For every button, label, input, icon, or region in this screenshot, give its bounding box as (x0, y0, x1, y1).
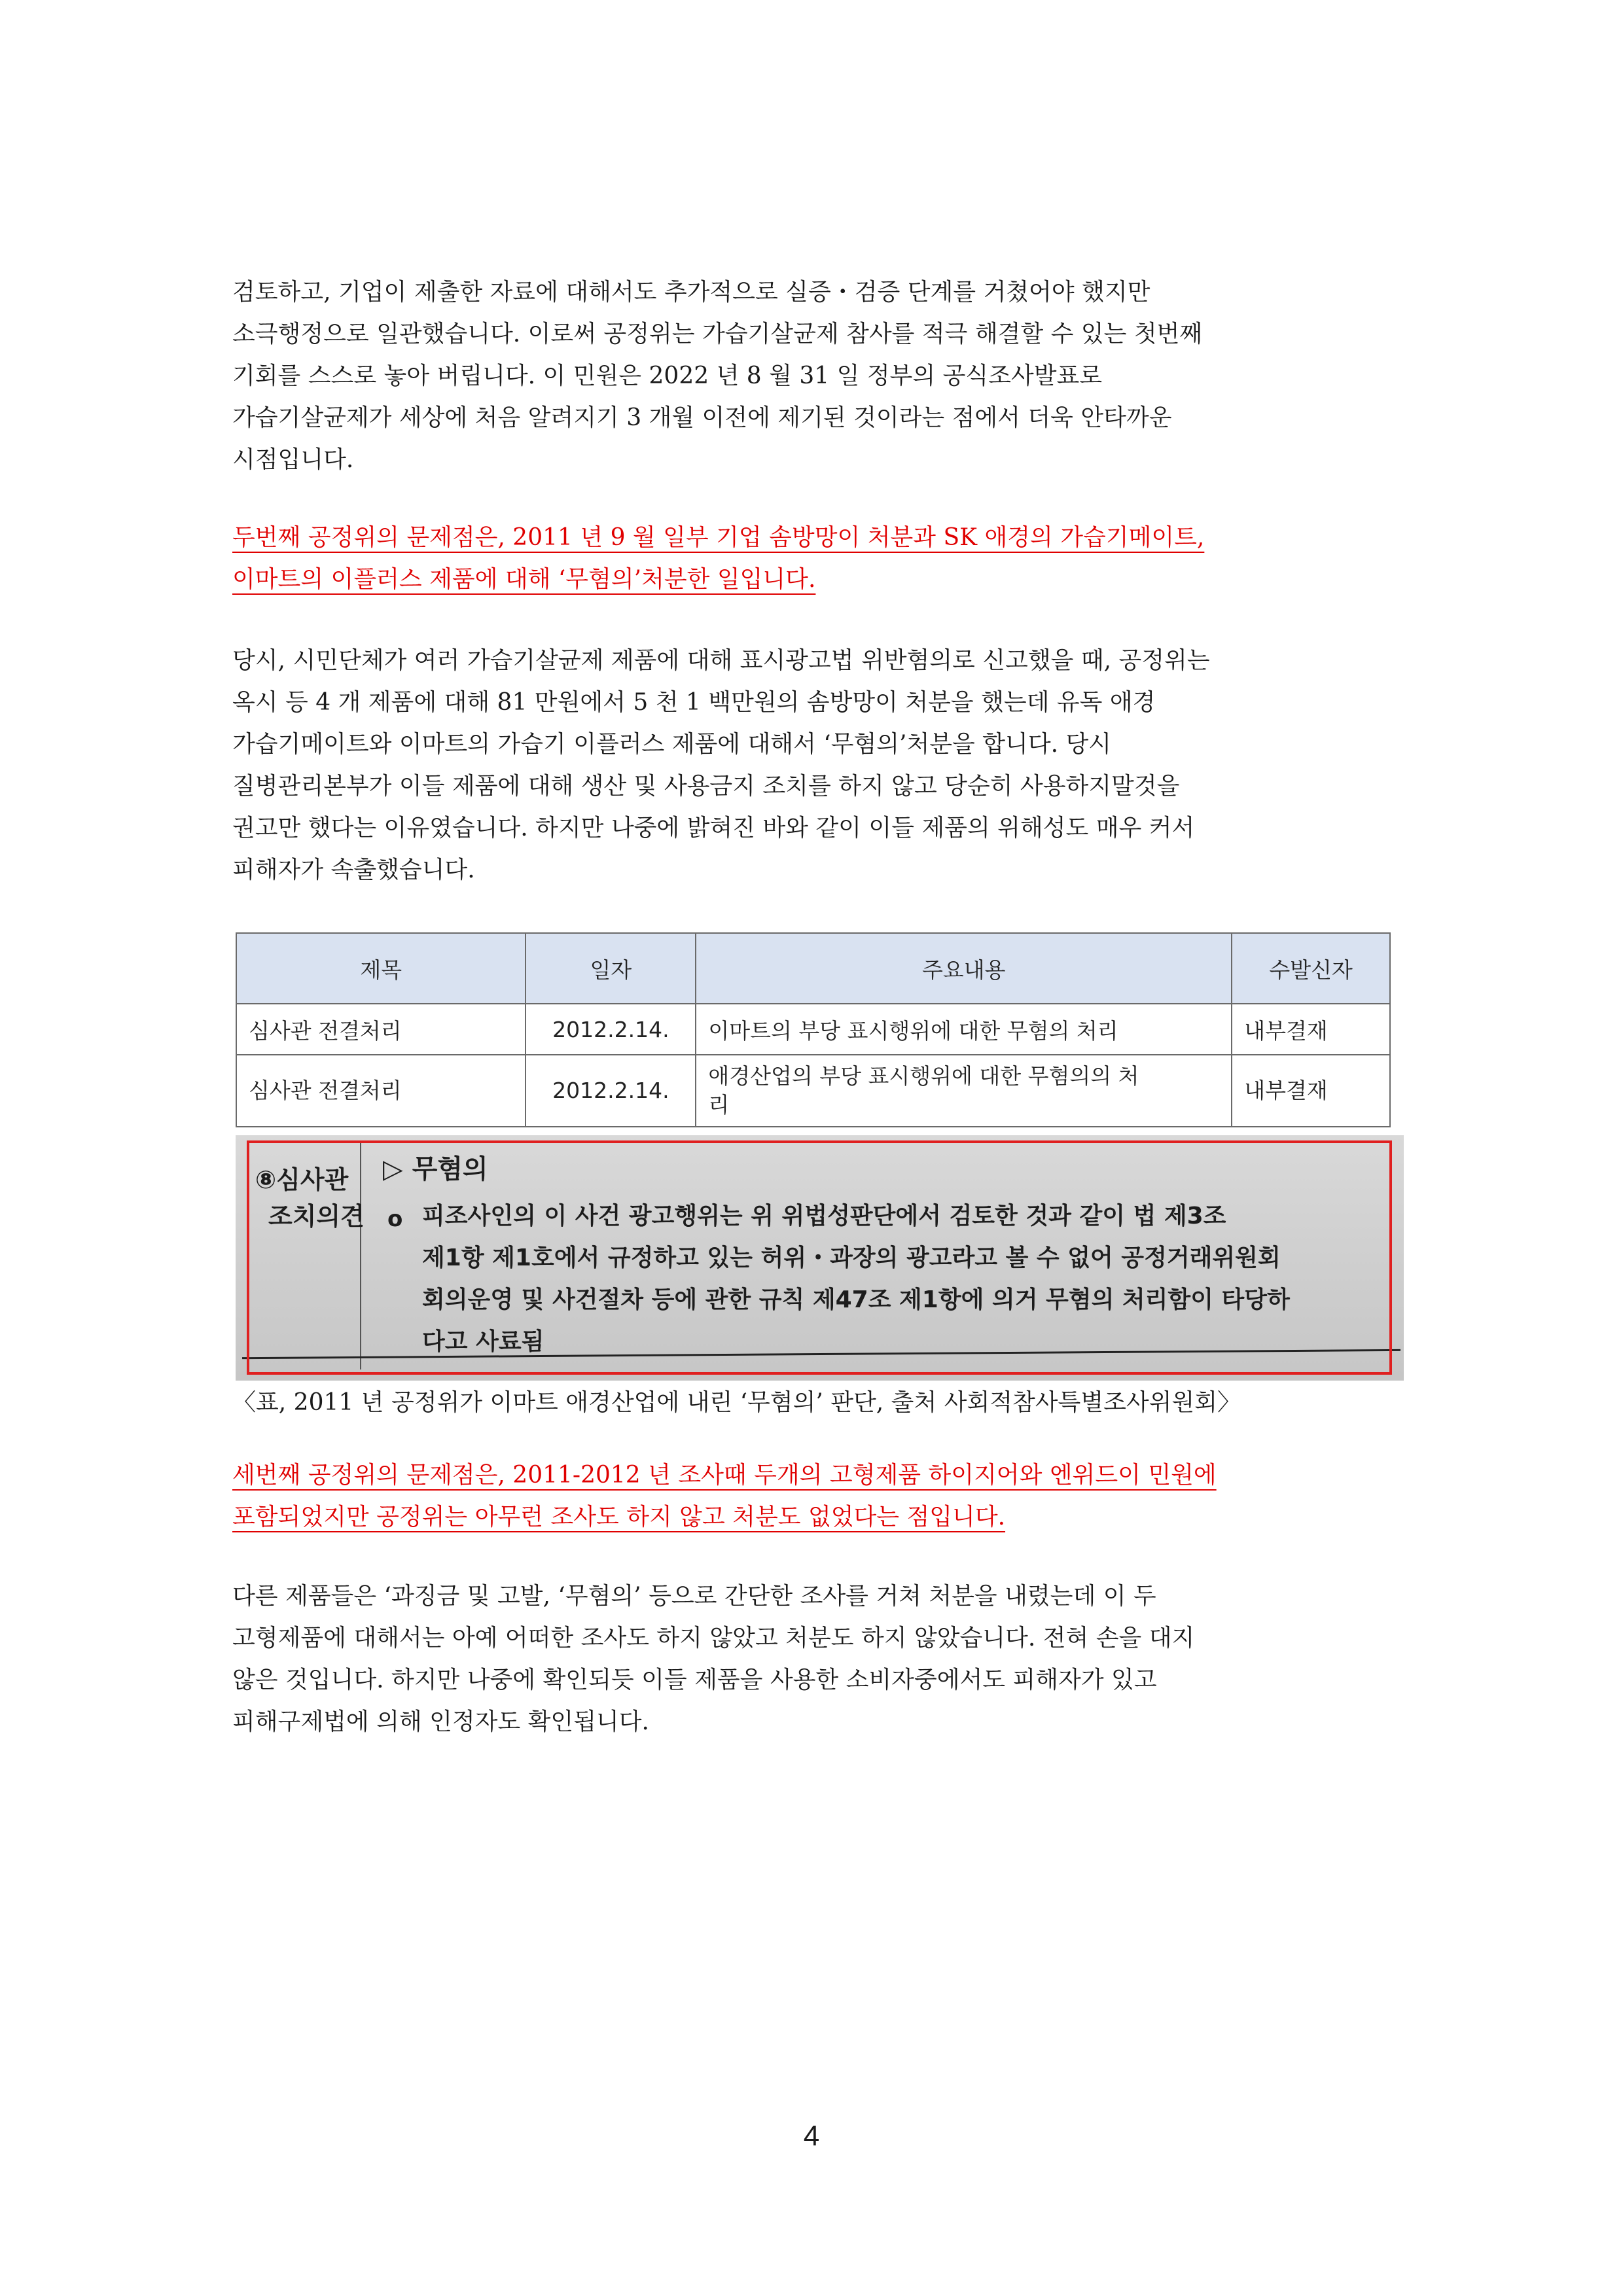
text-line: 소극행정으로 일관했습니다. 이로써 공정위는 가습기살균제 참사를 적극 해결할 수 있는 첫번째 (232, 321, 1203, 347)
paragraph-3 (232, 1576, 1404, 1743)
text-line: 피해구제법에 의해 인정자도 확인됩니다. (232, 1708, 649, 1735)
highlight-box (247, 1140, 1392, 1375)
text-line: 고형제품에 대해서는 아예 어떠한 조사도 하지 않았고 처분도 하지 않았습니다. 전혀 손을 대지 (232, 1625, 1195, 1651)
paragraph-2 (232, 640, 1404, 891)
document-record-table (236, 932, 1391, 1127)
scan-line: 제1항 제1호에서 규정하고 있는 허위・과장의 광고라고 볼 수 없어 공정거래위원회 (422, 1245, 1281, 1271)
column-header: 수발신자 (1232, 933, 1390, 1004)
page-number: 4 (803, 2120, 820, 2152)
table-cell: 2012.2.14. (526, 1055, 696, 1127)
table-cell: 심사관 전결처리 (236, 1055, 526, 1127)
text-line: 다른 제품들은 ‘과징금 및 고발, ‘무혐의’ 등으로 간단한 조사를 거쳐 처분을 내렸는데 이 두 (232, 1583, 1156, 1610)
table-row (236, 1004, 1390, 1055)
text-line: 두번째 공정위의 문제점은, 2011 년 9 월 일부 기업 솜방망이 처분과 SK 애경의 가습기메이트, (232, 524, 1205, 551)
column-header: 일자 (526, 933, 696, 1004)
scan-line: 다고 사료됨 (422, 1328, 544, 1355)
text-line: 이마트의 이플러스 제품에 대해 ‘무혐의’처분한 일입니다. (232, 566, 816, 593)
text-line: 기회를 스스로 놓아 버립니다. 이 민원은 2022 년 8 월 31 일 정부의 공식조사발표로 (232, 362, 1103, 389)
text-line: 세번째 공정위의 문제점은, 2011-2012 년 조사때 두개의 고형제품 하이지어와 엔위드이 민원에 (232, 1462, 1217, 1489)
text-line: 권고만 했다는 이유였습니다. 하지만 나중에 밝혀진 바와 같이 이들 제품의 위해성도 매우 커서 (232, 815, 1195, 841)
text-line: 포함되었지만 공정위는 아무런 조사도 하지 않고 처분도 없었다는 점입니다. (232, 1504, 1006, 1530)
text-line: 가습기살균제가 세상에 처음 알려지기 3 개월 이전에 제기된 것이라는 점에서 더욱 안타까운 (232, 404, 1172, 431)
table-row (236, 1055, 1390, 1127)
text-line: 당시, 시민단체가 여러 가습기살균제 제품에 대해 표시광고법 위반혐의로 신고했을 때, 공정위는 (232, 647, 1210, 674)
paragraph-1 (232, 272, 1404, 481)
side-label-line: 조치의견 (268, 1202, 365, 1231)
text-line: 검토하고, 기업이 제출한 자료에 대해서도 추가적으로 실증・검증 단계를 거쳤어야 했지만 (232, 279, 1150, 306)
table-header-row (236, 933, 1390, 1004)
table-cell (696, 1055, 1232, 1127)
table-cell: 내부결재 (1232, 1055, 1390, 1127)
text-line: 않은 것입니다. 하지만 나중에 확인되듯 이들 제품을 사용한 소비자중에서도 피해자가 있고 (232, 1667, 1157, 1693)
text-line: 시점입니다. (232, 446, 354, 473)
column-header: 주요내용 (696, 933, 1232, 1004)
emphasis-heading-2 (232, 517, 1404, 601)
text-line: 가습기메이트와 이마트의 가습기 이플러스 제품에 대해서 ‘무혐의’처분을 합니다. 당시 (232, 731, 1112, 758)
table-cell: 이마트의 부당 표시행위에 대한 무혐의 처리 (696, 1004, 1232, 1055)
figure-caption: 〈표, 2011 년 공정위가 이마트 애경산업에 내린 ‘무혐의’ 판단, 출처 사회적참사특별조사위원회〉 (232, 1389, 1241, 1416)
text-line: 옥시 등 4 개 제품에 대해 81 만원에서 5 천 1 백만원의 솜방망이 처분을 했는데 유독 애경 (232, 689, 1156, 716)
column-header: 제목 (236, 933, 526, 1004)
table-cell: 내부결재 (1232, 1004, 1390, 1055)
scan-line: 피조사인의 이 사건 광고행위는 위 위법성판단에서 검토한 것과 같이 법 제3조 (422, 1203, 1226, 1229)
table-cell: 심사관 전결처리 (236, 1004, 526, 1055)
side-label-line: ⑧심사관 (255, 1165, 349, 1194)
emphasis-heading-3 (232, 1455, 1404, 1538)
cell-line: 리 (708, 1092, 730, 1118)
text-line: 질병관리본부가 이들 제품에 대해 생산 및 사용금지 조치를 하지 않고 당순히 사용하지말것을 (232, 773, 1180, 800)
scan-bullet: o (387, 1206, 403, 1232)
scanned-opinion-excerpt (236, 1135, 1404, 1381)
scan-heading: ▷ 무혐의 (383, 1154, 488, 1184)
table-cell: 2012.2.14. (526, 1004, 696, 1055)
cell-line: 애경산업의 부당 표시행위에 대한 무혐의의 처 (708, 1063, 1139, 1089)
scan-line: 회의운영 및 사건절차 등에 관한 규칙 제47조 제1항에 의거 무혐의 처리함이 타당하 (422, 1286, 1290, 1313)
text-line: 피해자가 속출했습니다. (232, 857, 475, 883)
